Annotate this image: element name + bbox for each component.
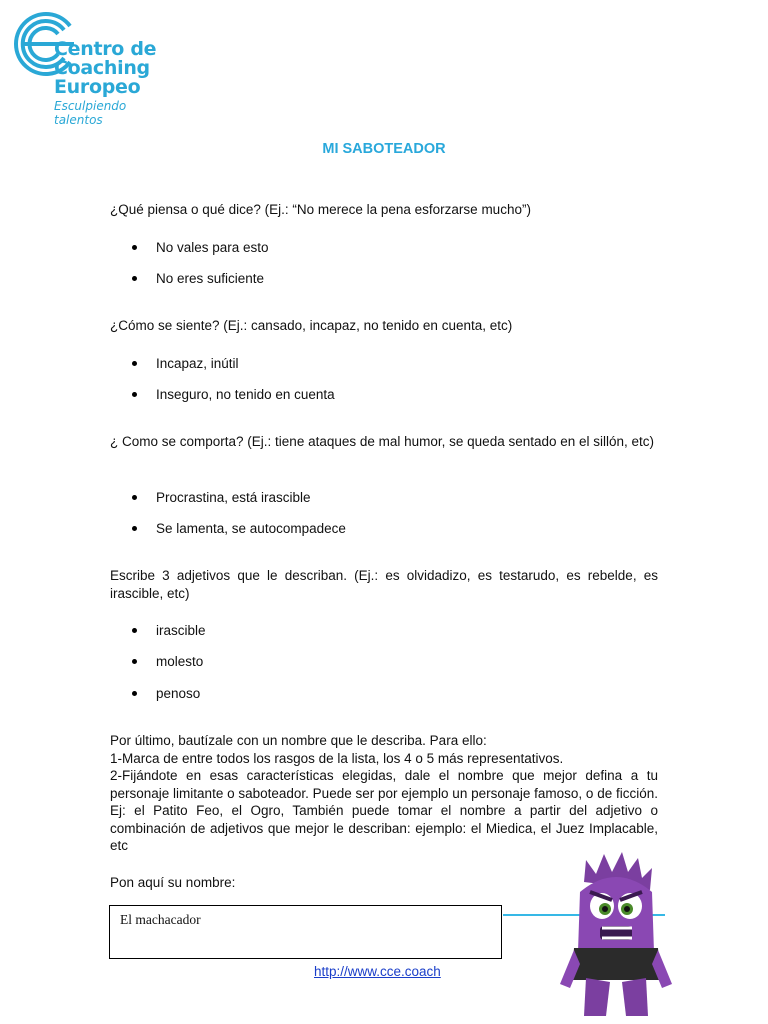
- question-2: ¿Cómo se siente? (Ej.: cansado, incapaz, no tenido en cuenta, etc): [110, 318, 513, 333]
- instructions: [110, 732, 658, 855]
- question-1: ¿Qué piensa o qué dice? (Ej.: “No merece la pena esforzarse mucho”): [110, 202, 531, 217]
- logo-line-2: Coaching: [54, 57, 150, 79]
- page-title: MI SABOTEADOR: [322, 141, 446, 157]
- bullet-icon: [132, 691, 137, 696]
- logo: [8, 4, 168, 127]
- instructions-line-1: Por último, bautízale con un nombre que le describa. Para ello:: [110, 733, 487, 748]
- logo-tagline: Esculpiendo talentos: [54, 99, 127, 127]
- bullet-icon: [132, 495, 137, 500]
- question-4: Escribe 3 adjetivos que le describan. (Ej.: es olvidadizo, es testarudo, es rebelde, es irascible, etc): [110, 568, 658, 601]
- bullet-icon: [132, 628, 137, 633]
- bullet-icon: [132, 245, 137, 250]
- bullet-icon: [132, 526, 137, 531]
- logo-line-1: Centro de: [54, 38, 157, 60]
- bullet-icon: [132, 392, 137, 397]
- bullet-icon: [132, 361, 137, 366]
- logo-line-3: Europeo: [54, 76, 141, 98]
- name-value: El machacador: [120, 912, 201, 927]
- name-field[interactable]: [109, 905, 502, 959]
- instructions-line-2: 1-Marca de entre todos los rasgos de la lista, los 4 o 5 más representativos.: [110, 750, 564, 766]
- name-prompt: Pon aquí su nombre:: [110, 875, 236, 890]
- monster-icon: [556, 852, 676, 1022]
- instructions-line-3: 2-Fijándote en esas características elegidas, dale el nombre que mejor defina a tu personaje limitante o saboteador. Puede ser por ejemplo un personaje famoso, o de ficción. Ej: el Patito Feo, el Ogro, También puede tomar el nombre a partir del adjetivo o combinación de adjetivos que mejor le describan: ejemplo: el Miedica, el Juez Implacable, etc: [110, 768, 658, 853]
- bullet-icon: [132, 276, 137, 281]
- question-3: ¿ Como se comporta? (Ej.: tiene ataques de mal humor, se queda sentado en el sillón, etc): [110, 434, 655, 449]
- website-link[interactable]: http://www.cce.coach: [314, 964, 441, 979]
- bullet-icon: [132, 659, 137, 664]
